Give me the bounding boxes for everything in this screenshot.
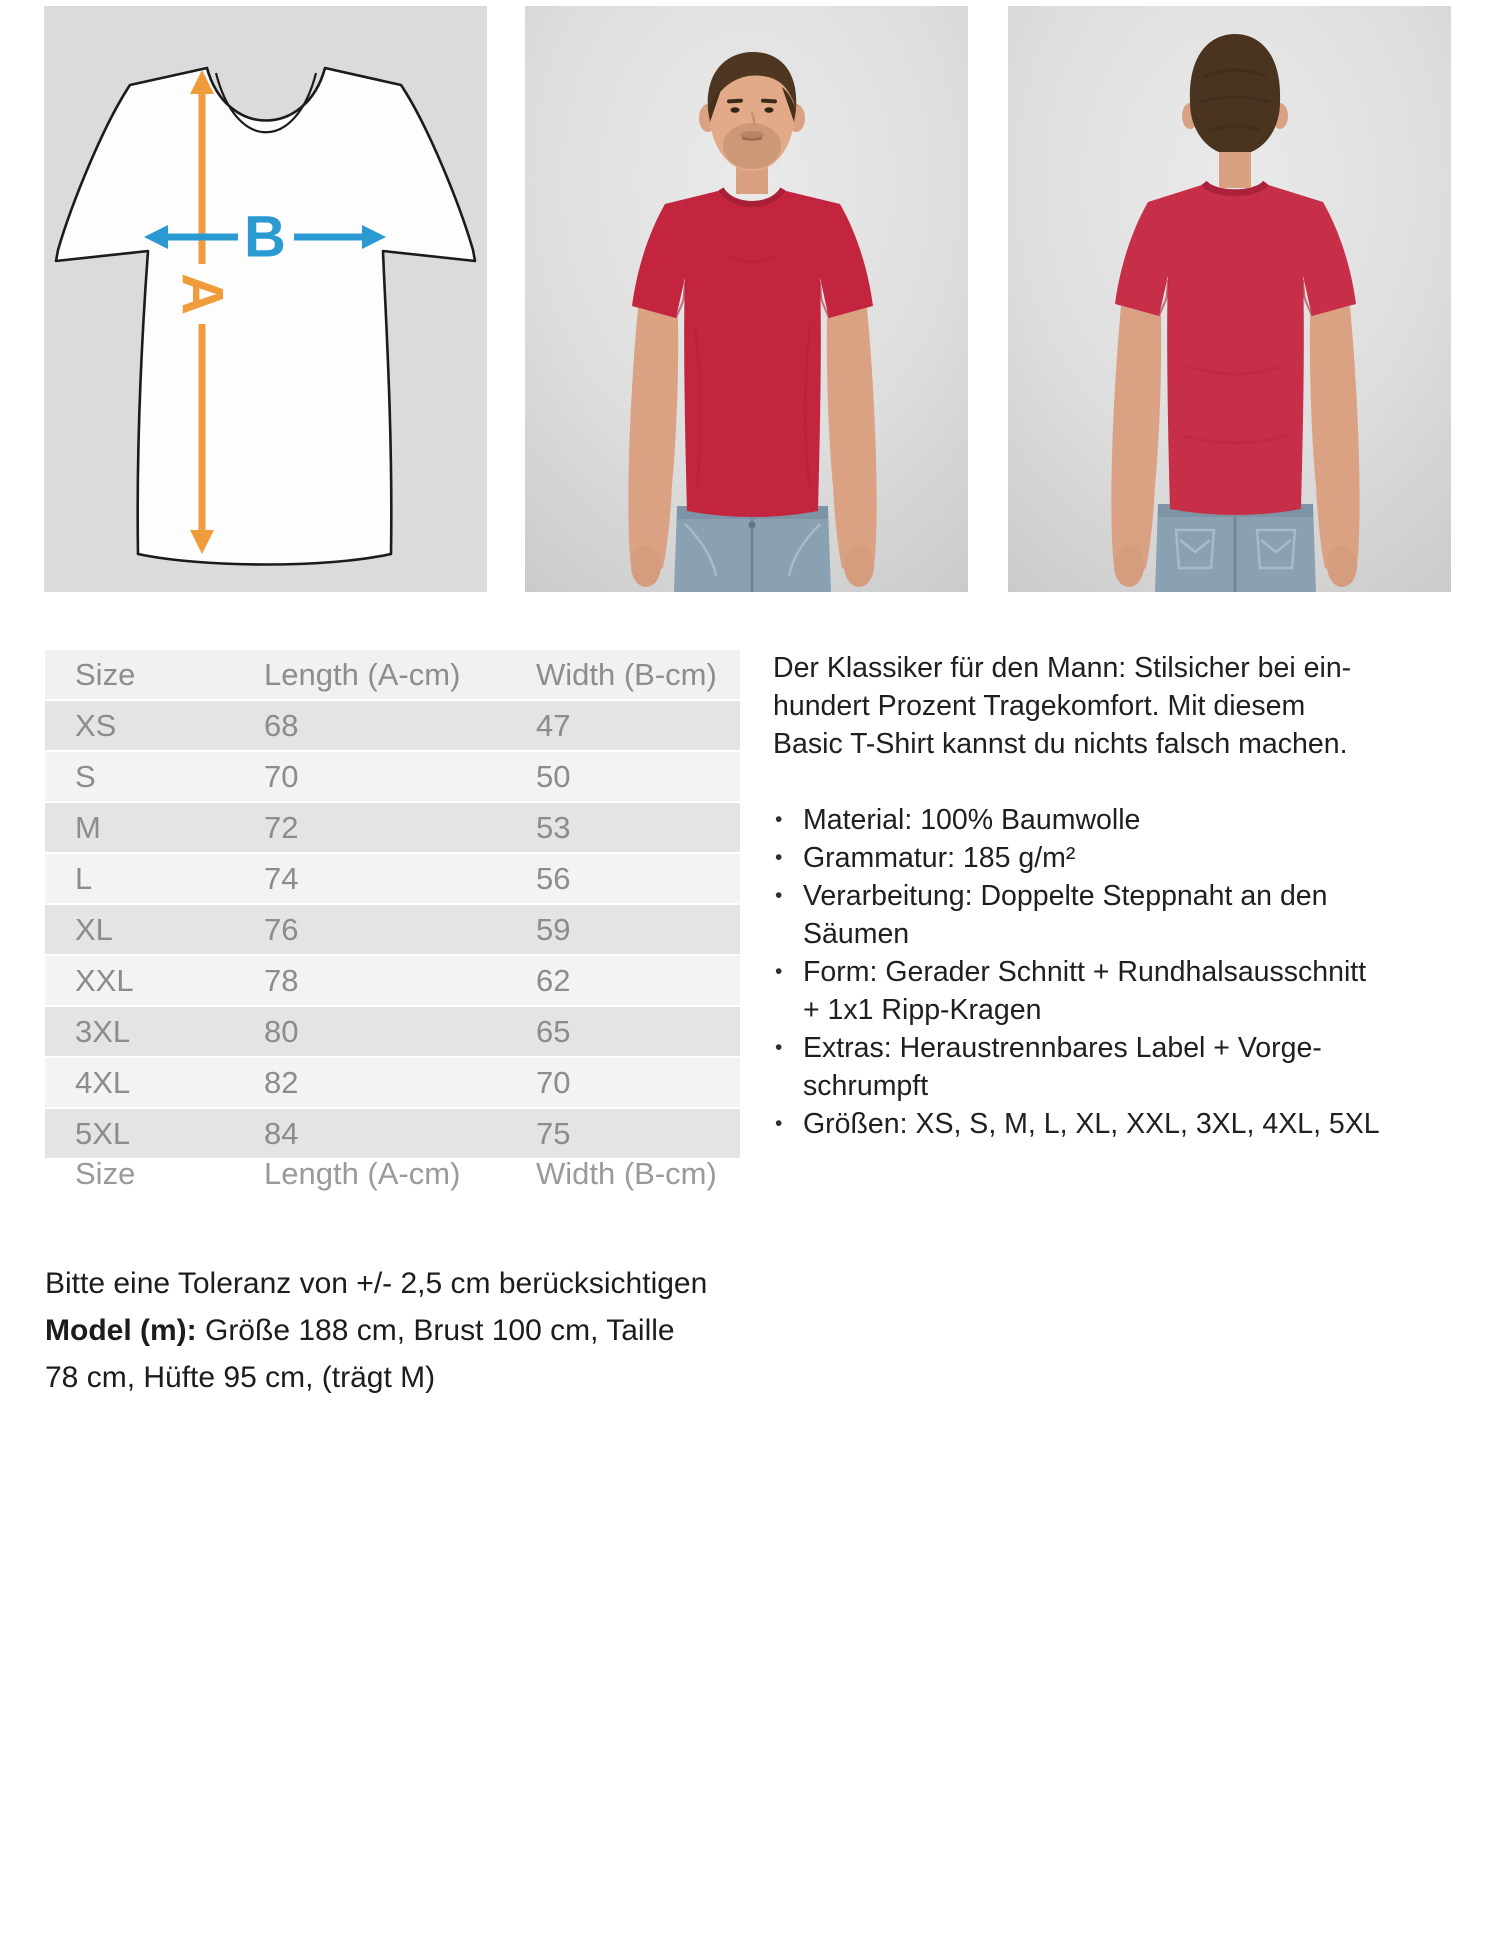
product-photo-front[interactable] [525,6,968,592]
feature-bullet-verarbeitung: • Verarbeitung: Doppelte Steppnaht an den Säumen [773,877,1433,953]
feature-bullet-extras: • Extras: Heraustrennbares Label + Vorge- schrumpft [773,1029,1433,1105]
description-intro-line: Der Klassiker für den Mann: Stilsicher bei ein- [773,652,1352,684]
header-length: Length (A-cm) [264,656,461,692]
table-row: L 74 56 [45,854,740,903]
clipped-next-table-row: Size Length (A-cm) Width (B-cm) [75,1155,717,1191]
bullet-icon: • [775,884,783,907]
header-size: Size [75,656,136,692]
table-row: 5XL 84 75 [45,1109,740,1158]
table-row: M 72 53 [45,803,740,852]
model-info-line2: 78 cm, Hüfte 95 cm, (trägt M) [45,1361,436,1394]
bullet-icon: • [775,960,783,983]
product-description [773,649,1433,1143]
feature-bullet-material: • Material: 100% Baumwolle [773,801,1433,839]
label-b: B [244,204,286,270]
table-row: 3XL 80 65 [45,1007,740,1056]
description-intro-line: hundert Prozent Tragekomfort. Mit diesem [773,690,1306,722]
jeans-front [674,506,831,592]
bullet-icon: • [775,846,783,869]
model-back-illustration [1008,6,1451,592]
tolerance-note: Bitte eine Toleranz von +/- 2,5 cm berücksichtigen [45,1267,708,1300]
feature-bullet-form: • Form: Gerader Schnitt + Rundhalsausschnitt + 1x1 Ripp-Kragen [773,953,1433,1029]
jeans-back [1155,504,1316,592]
table-row: S 70 50 [45,752,740,801]
table-row: 4XL 82 70 [45,1058,740,1107]
tshirt-measurement-diagram [44,6,487,592]
size-diagram-image[interactable] [44,6,487,592]
model-info-line1: Model (m): Größe 188 cm, Brust 100 cm, Taille [45,1314,675,1347]
table-row: XS 68 47 [45,701,740,750]
feature-bullet-groessen: • Größen: XS, S, M, L, XL, XXL, 3XL, 4XL, 5XL [773,1105,1433,1143]
table-row: XL 76 59 [45,905,740,954]
model-front-illustration [525,6,968,592]
bullet-icon: • [775,808,783,831]
product-photo-back[interactable] [1008,6,1451,592]
header-width: Width (B-cm) [536,656,717,692]
size-chart-table [45,650,740,1191]
table-row: XXL 78 62 [45,956,740,1005]
label-a: A [169,273,235,315]
measurement-note [45,1260,708,1401]
model-label: Model (m): [45,1314,197,1347]
description-intro-line: Basic T-Shirt kannst du nichts falsch machen. [773,728,1348,760]
table-header-row [45,650,740,699]
bullet-icon: • [775,1036,783,1059]
feature-bullet-grammatur: • Grammatur: 185 g/m² [773,839,1433,877]
bullet-icon: • [775,1112,783,1135]
